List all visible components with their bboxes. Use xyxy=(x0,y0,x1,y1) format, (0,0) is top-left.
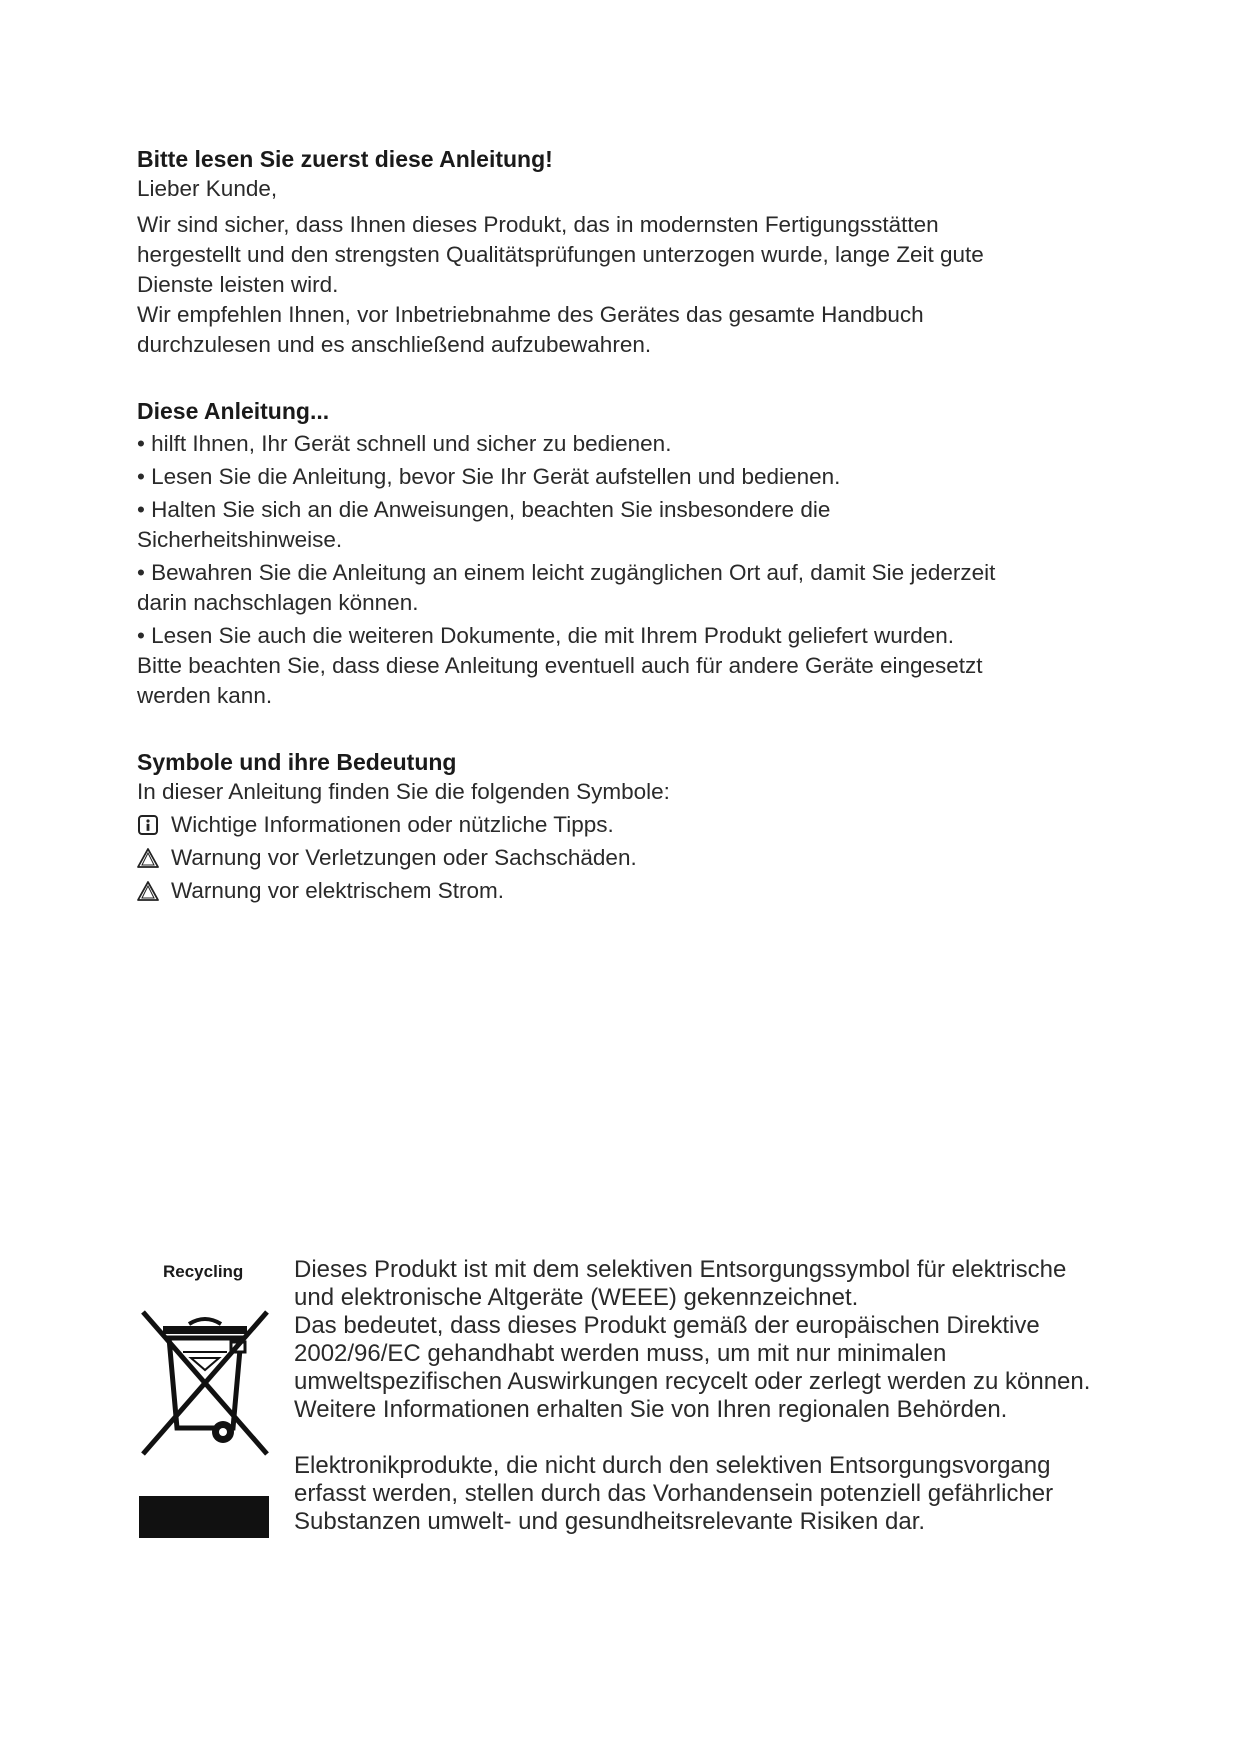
bullet-text: darin nachschlagen können. xyxy=(137,590,419,615)
bullet-text: • hilft Ihnen, Ihr Gerät schnell und sicher zu bedienen. xyxy=(137,431,672,456)
intro-line: durchzulesen und es anschließend aufzubewahren. xyxy=(137,332,652,357)
symbol-text: Wichtige Informationen oder nützliche Tipps. xyxy=(171,812,614,837)
symbols-intro: In dieser Anleitung finden Sie die folgenden Symbole: xyxy=(137,779,670,804)
recycling-line: Dieses Produkt ist mit dem selektiven Entsorgungssymbol für elektrische xyxy=(294,1256,1067,1283)
recycling-line: erfasst werden, stellen durch das Vorhandensein potenziell gefährlicher xyxy=(294,1480,1054,1507)
symbol-text: Warnung vor Verletzungen oder Sachschäden. xyxy=(171,845,637,870)
bullet-item xyxy=(137,621,1097,651)
bullet-text: • Lesen Sie auch die weiteren Dokumente, die mit Ihrem Produkt geliefert wurden. xyxy=(137,623,955,648)
symbol-row-info xyxy=(137,810,1097,840)
bullet-item xyxy=(137,495,1097,555)
recycling-label: Recycling xyxy=(163,1262,244,1281)
recycling-line: umweltspezifischen Auswirkungen recycelt oder zerlegt werden zu können. xyxy=(294,1368,1091,1395)
bullet-item xyxy=(137,462,1097,492)
bullet-text: Sicherheitshinweise. xyxy=(137,527,343,552)
bullet-item xyxy=(137,429,1097,459)
greeting: Lieber Kunde, xyxy=(137,176,278,201)
manual-heading: Diese Anleitung... xyxy=(137,398,330,424)
recycling-line: und elektronische Altgeräte (WEEE) gekennzeichnet. xyxy=(294,1284,859,1311)
crossed-out-wheelie-bin-icon xyxy=(139,1308,271,1458)
intro-line: Wir empfehlen Ihnen, vor Inbetriebnahme des Gerätes das gesamte Handbuch xyxy=(137,302,924,327)
intro-line: Dienste leisten wird. xyxy=(137,272,339,297)
recycling-line: Weitere Informationen erhalten Sie von Ihren regionalen Behörden. xyxy=(294,1396,1008,1423)
symbol-text: Warnung vor elektrischem Strom. xyxy=(171,878,505,903)
manual-note: Bitte beachten Sie, dass diese Anleitung eventuell auch für andere Geräte eingesetzt xyxy=(137,653,983,678)
symbol-row-electric xyxy=(137,876,1097,906)
symbols-heading: Symbole und ihre Bedeutung xyxy=(137,749,457,775)
weee-bar xyxy=(139,1496,269,1538)
manual-note: werden kann. xyxy=(137,683,273,708)
symbol-row-warning xyxy=(137,843,1097,873)
warning-triangle-icon xyxy=(137,847,159,869)
intro-line: Wir sind sicher, dass Ihnen dieses Produkt, das in modernsten Fertigungsstätten xyxy=(137,212,939,237)
intro-line: hergestellt und den strengsten Qualitätsprüfungen unterzogen wurde, lange Zeit gute xyxy=(137,242,984,267)
info-icon xyxy=(137,814,159,836)
recycling-line: Das bedeutet, dass dieses Produkt gemäß der europäischen Direktive xyxy=(294,1312,1040,1339)
bullet-item xyxy=(137,558,1097,618)
warning-triangle-icon xyxy=(137,880,159,902)
bullet-text: • Lesen Sie die Anleitung, bevor Sie Ihr Gerät aufstellen und bedienen. xyxy=(137,464,841,489)
bullet-text: • Bewahren Sie die Anleitung an einem leicht zugänglichen Ort auf, damit Sie jederzeit xyxy=(137,560,996,585)
bullet-text: • Halten Sie sich an die Anweisungen, beachten Sie insbesondere die xyxy=(137,497,831,522)
recycling-text xyxy=(294,1256,1114,1536)
recycling-line: Elektronikprodukte, die nicht durch den selektiven Entsorgungsvorgang xyxy=(294,1452,1051,1479)
recycling-section xyxy=(137,1256,1097,1556)
recycling-line: Substanzen umwelt- und gesundheitsrelevante Risiken dar. xyxy=(294,1508,926,1535)
recycling-line: 2002/96/EC gehandhabt werden muss, um mit nur minimalen xyxy=(294,1340,947,1367)
instructions-content xyxy=(137,144,1097,906)
intro-heading: Bitte lesen Sie zuerst diese Anleitung! xyxy=(137,146,553,172)
